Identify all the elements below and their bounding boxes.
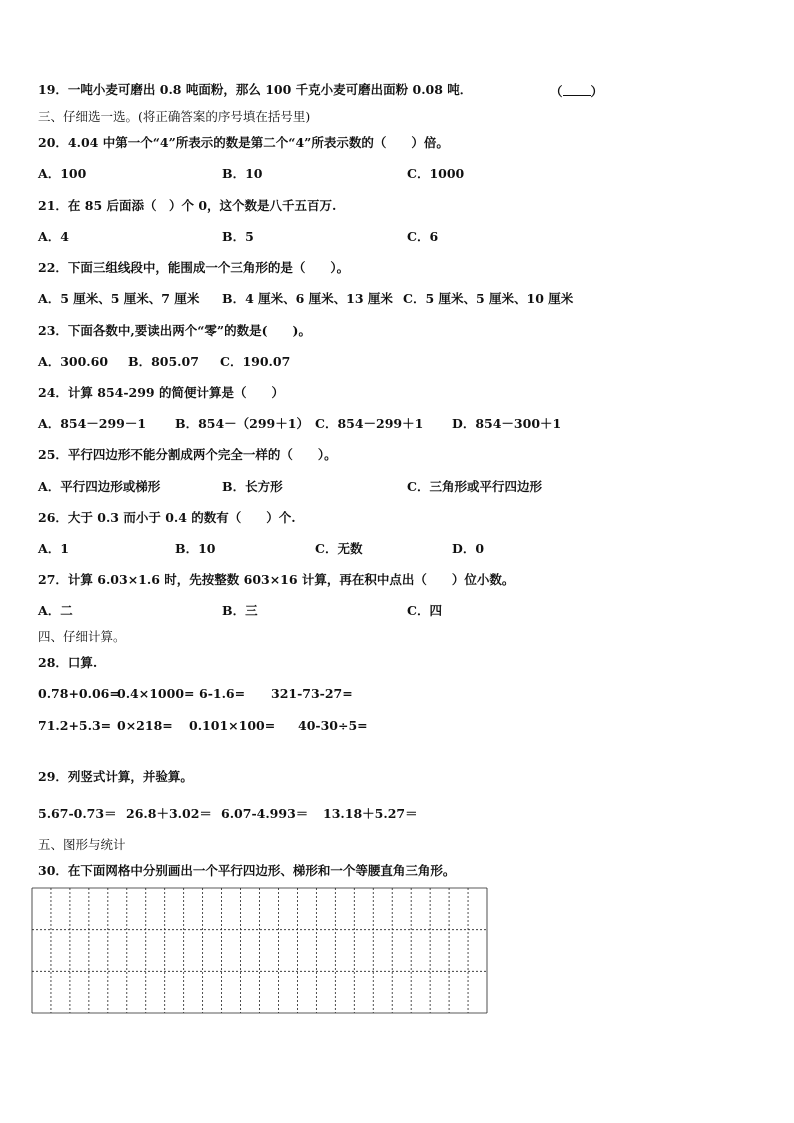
- drawing-grid[interactable]: [31, 887, 488, 1014]
- calc-item: 0.78+0.06=: [38, 686, 120, 701]
- section-4-heading: 四、仔细计算。: [38, 629, 126, 644]
- calc-item: 71.2+5.3=: [38, 718, 112, 733]
- option-24-a[interactable]: A．854－299－1: [38, 416, 147, 431]
- option-21-a[interactable]: A．4: [38, 229, 69, 244]
- paren-open: （: [550, 84, 563, 99]
- option-24-c[interactable]: C．854－299＋1: [315, 416, 424, 431]
- vertical-calc-item: 5.67-0.73＝: [38, 806, 117, 821]
- option-22-c[interactable]: C．5 厘米、5 厘米、10 厘米: [403, 291, 574, 306]
- answer-blank-19[interactable]: [550, 82, 603, 100]
- vertical-calc-item: 6.07-4.993＝: [221, 806, 309, 821]
- calc-item: 0.101×100=: [189, 718, 276, 733]
- question-19: [38, 82, 472, 98]
- option-22-a[interactable]: A．5 厘米、5 厘米、7 厘米: [38, 291, 200, 306]
- blank-underline: [563, 84, 591, 96]
- calc-item: 6-1.6=: [199, 686, 246, 701]
- question-24: 24．计算 854-299 的简便计算是（ ）: [38, 385, 284, 400]
- calc-item: 0×218=: [117, 718, 173, 733]
- question-30: 30．在下面网格中分别画出一个平行四边形、梯形和一个等腰直角三角形。: [38, 863, 456, 878]
- question-22: 22．下面三组线段中，能围成一个三角形的是（ ）。: [38, 260, 350, 275]
- option-27-c[interactable]: C．四: [407, 603, 442, 618]
- option-27-b[interactable]: B．三: [222, 603, 258, 618]
- option-26-a[interactable]: A．1: [38, 541, 69, 556]
- option-23-a[interactable]: A．300.60: [38, 354, 109, 369]
- section-5-heading: 五、图形与统计: [38, 837, 126, 852]
- calc-item: 40-30÷5=: [298, 718, 368, 733]
- option-24-b[interactable]: B．854－（299＋1）: [175, 416, 309, 431]
- option-20-b[interactable]: B．10: [222, 166, 263, 181]
- option-27-a[interactable]: A．二: [38, 603, 73, 618]
- question-26: 26．大于 0.3 而小于 0.4 的数有（ ）个.: [38, 510, 296, 525]
- question-25: 25．平行四边形不能分割成两个完全一样的（ ）。: [38, 447, 337, 462]
- question-23: 23．下面各数中,要读出两个“零”的数是( )。: [38, 323, 311, 338]
- calc-item: 0.4×1000=: [117, 686, 195, 701]
- option-25-c[interactable]: C．三角形或平行四边形: [407, 479, 542, 494]
- option-21-b[interactable]: B．5: [222, 229, 254, 244]
- option-20-c[interactable]: C．1000: [407, 166, 465, 181]
- question-21: 21．在 85 后面添（ ）个 0，这个数是八千五百万.: [38, 198, 337, 213]
- question-29-title: 29．列竖式计算，并验算。: [38, 769, 193, 784]
- option-26-b[interactable]: B．10: [175, 541, 216, 556]
- option-26-d[interactable]: D．0: [452, 541, 485, 556]
- option-26-c[interactable]: C．无数: [315, 541, 363, 556]
- option-24-d[interactable]: D．854－300＋1: [452, 416, 562, 431]
- vertical-calc-item: 26.8＋3.02＝: [126, 806, 212, 821]
- question-20: 20．4.04 中第一个“4”所表示的数是第二个“4”所表示数的（ ）倍。: [38, 135, 449, 150]
- option-23-b[interactable]: B．805.07: [128, 354, 199, 369]
- option-20-a[interactable]: A．100: [38, 166, 87, 181]
- option-22-b[interactable]: B．4 厘米、6 厘米、13 厘米: [222, 291, 393, 306]
- option-21-c[interactable]: C．6: [407, 229, 439, 244]
- question-19-text: 19．一吨小麦可磨出 0.8 吨面粉，那么 100 千克小麦可磨出面粉 0.08 吨．: [38, 82, 473, 97]
- option-25-b[interactable]: B．长方形: [222, 479, 283, 494]
- question-27: 27．计算 6.03×1.6 时，先按整数 603×16 计算，再在积中点出（ ）位小数。: [38, 572, 515, 587]
- option-25-a[interactable]: A．平行四边形或梯形: [38, 479, 161, 494]
- section-3-heading: 三、仔细选一选。(将正确答案的序号填在括号里): [38, 109, 311, 124]
- vertical-calc-item: 13.18＋5.27＝: [323, 806, 418, 821]
- question-28-title: 28．口算.: [38, 655, 98, 670]
- paren-close: ）: [590, 84, 604, 99]
- option-23-c[interactable]: C．190.07: [220, 354, 291, 369]
- calc-item: 321-73-27=: [271, 686, 353, 701]
